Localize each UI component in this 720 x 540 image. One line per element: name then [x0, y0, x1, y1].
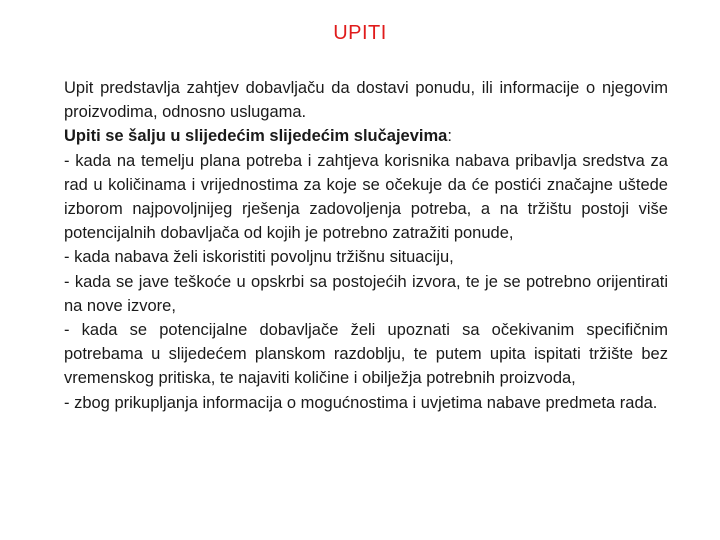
intro-paragraph: Upit predstavlja zahtjev dobavljaču da dostavi ponudu, ili informacije o njegovim proizvodima, odnosno uslugama.	[64, 79, 668, 122]
case-item-3: - kada se jave teškoće u opskrbi sa postojećih izvora, te je se potrebno orijentirati na nove izvore,	[64, 272, 668, 315]
case-item-2: - kada nabava želi iskoristiti povoljnu tržišnu situaciju,	[64, 248, 454, 267]
cases-heading	[64, 124, 668, 148]
slide-title: UPITI	[333, 22, 387, 44]
case-item-1: - kada na temelju plana potreba i zahtjeva korisnika nabava pribavlja sredstva za rad u količinama i vrijednostima za koje se očekuje da će postići značajne uštede izborom najpovoljnijeg rješenja zadovoljenja potreba, a na tržištu postoji više potencijalnih dobavljača od kojih je potrebno zatražiti ponude,	[64, 151, 668, 243]
case-item-5: - zbog prikupljanja informacija o mogućnostima i uvjetima nabave predmeta rada.	[64, 393, 658, 412]
cases-heading-text: Upiti se šalju u slijedećim slijedećim slučajevima	[64, 127, 448, 146]
case-item-4: - kada se potencijalne dobavljače želi upoznati sa očekivanim specifičnim potrebama u slijedećem planskom razdoblju, te putem upita ispitati tržište bez vremenskog pritiska, te najaviti količine i obilježja potrebnih proizvoda,	[64, 321, 668, 388]
cases-heading-colon: :	[447, 127, 452, 146]
slide-body	[64, 76, 668, 415]
